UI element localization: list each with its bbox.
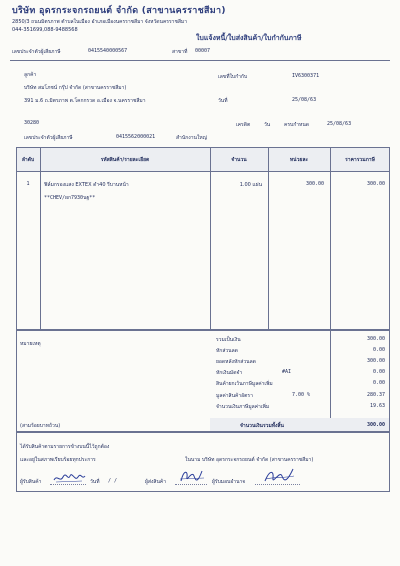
col-header-no: ลำดับ: [21, 157, 35, 163]
company-tax-id-label: เลขประจำตัวผู้เสียภาษี: [12, 49, 61, 55]
total-line-label: หักเงินมัดจำ: [216, 370, 243, 376]
total-line-value: 0.00: [372, 347, 385, 353]
col-header-description: รหัสสินค้า/รายละเอียด: [100, 157, 150, 163]
authorized-label: ผู้รับมอบอำนาจ: [212, 479, 246, 485]
total-line-value: 0.00: [372, 369, 385, 375]
receive-date-blank: / /: [108, 478, 118, 484]
document-title: ใบแจ้งหนี้/ใบส่งสินค้า/ใบกำกับภาษี: [196, 34, 302, 42]
total-line-value: 300.00: [366, 358, 385, 364]
grand-total-label: จำนวนเงินรวมทั้งสิ้น: [240, 423, 284, 429]
customer-tax-id: 0415562000021: [116, 134, 156, 140]
total-line-label: มูลค่าสินค้าอัตรา: [216, 393, 253, 399]
customer-postal-code: 30280: [24, 120, 40, 126]
header-divider: [10, 60, 390, 61]
receiver-signature: [52, 471, 86, 485]
total-line-rate: #AI: [282, 369, 292, 375]
company-name: บริษัท อุดรกระจกรถยนต์ จำกัด (สาขานครราชสีมา): [12, 6, 226, 16]
table-header-divider: [16, 171, 390, 172]
invoice-number: IV6300371: [292, 73, 320, 79]
row-description: ฟิล์มกรองแสง EXTEX ดำ40 รีบานหน้า: [44, 182, 129, 188]
row-amount: 300.00: [366, 181, 385, 187]
amount-in-words: (สามร้อยบาทถ้วน): [20, 423, 61, 429]
credit-days-label: วัน: [264, 122, 271, 128]
total-line-rate: 7.00 %: [292, 392, 311, 398]
receive-date-label: วันที่: [90, 479, 100, 485]
condition-note: และอยู่ในสภาพเรียบร้อยทุกประการ: [20, 457, 96, 463]
col-header-quantity: จำนวน: [231, 157, 247, 163]
row-unit-price: 300.00: [305, 181, 324, 187]
due-date-label: ครบกำหนด: [284, 122, 309, 128]
total-line-value: 280.37: [366, 392, 385, 398]
grand-total-value: 300.00: [366, 422, 385, 428]
company-tax-id: 0415540000567: [88, 48, 128, 54]
company-address: 2850/3 ถนนมิตรภาพ ตำบลในเมือง อำเภอเมืองนครราชสีมา จังหวัดนครราชสีมา: [12, 19, 188, 25]
customer-office: สำนักงานใหญ่: [176, 135, 207, 141]
remark-label: หมายเหตุ: [20, 341, 41, 347]
on-behalf-of: ในนาม บริษัท อุดรกระจกรถยนต์ จำกัด (สาขานครราชสีมา): [185, 457, 314, 463]
receiver-label: ผู้รับสินค้า: [20, 479, 42, 485]
row-number: 1: [26, 181, 30, 187]
total-line-value: 300.00: [366, 336, 385, 342]
total-line-label: จำนวนเงินภาษีมูลค่าเพิ่ม: [216, 404, 270, 410]
company-phone: 044-351699,088-9488568: [12, 27, 78, 33]
invoice-number-label: เลขที่ใบกำกับ: [218, 74, 248, 80]
col-header-amount: ราคารวมภาษี: [345, 157, 375, 163]
credit-label: เครดิต: [236, 122, 251, 128]
total-line-value: 19.63: [369, 403, 385, 409]
customer-label: ลูกค้า: [24, 72, 37, 78]
row-quantity: 1.00 แผ่น: [239, 182, 262, 188]
invoice-date: 25/08/63: [292, 97, 317, 103]
branch-number: 00007: [195, 48, 211, 54]
total-line-label: หักส่วนลด: [216, 348, 238, 354]
items-table: [16, 147, 390, 330]
sender-signature: [178, 467, 206, 485]
customer-address: 391 ม.6 ถ.มิตรภาพ ต.โคกกรวด อ.เมือง จ.นครราชสีมา: [24, 98, 146, 104]
total-line-value: 0.00: [372, 380, 385, 386]
col-header-unit-price: หน่วยละ: [289, 157, 309, 163]
customer-tax-id-label: เลขประจำตัวผู้เสียภาษี: [24, 135, 73, 141]
receipt-note: ได้รับสินค้าตามรายการข้างบนนี้ไว้ถูกต้อง: [20, 444, 110, 450]
total-line-label: ยอดหลังหักส่วนลด: [216, 359, 256, 365]
invoice-date-label: วันที่: [218, 98, 228, 104]
total-line-label: สินค้ายกเว้นภาษีมูลค่าเพิ่ม: [216, 381, 273, 387]
branch-label: สาขาที่: [172, 49, 188, 55]
sender-label: ผู้ส่งสินค้า: [145, 479, 167, 485]
customer-name: บริษัท สมโภชน์ กรุ๊ป จำกัด (สาขานครราชสีมา): [24, 85, 127, 91]
total-line-label: รวมเป็นเงิน: [216, 337, 241, 343]
due-date: 25/08/63: [327, 121, 352, 127]
authorized-signature: [262, 466, 296, 486]
row-description-detail: **CHEV/ผก7930นฐ**: [44, 195, 96, 201]
